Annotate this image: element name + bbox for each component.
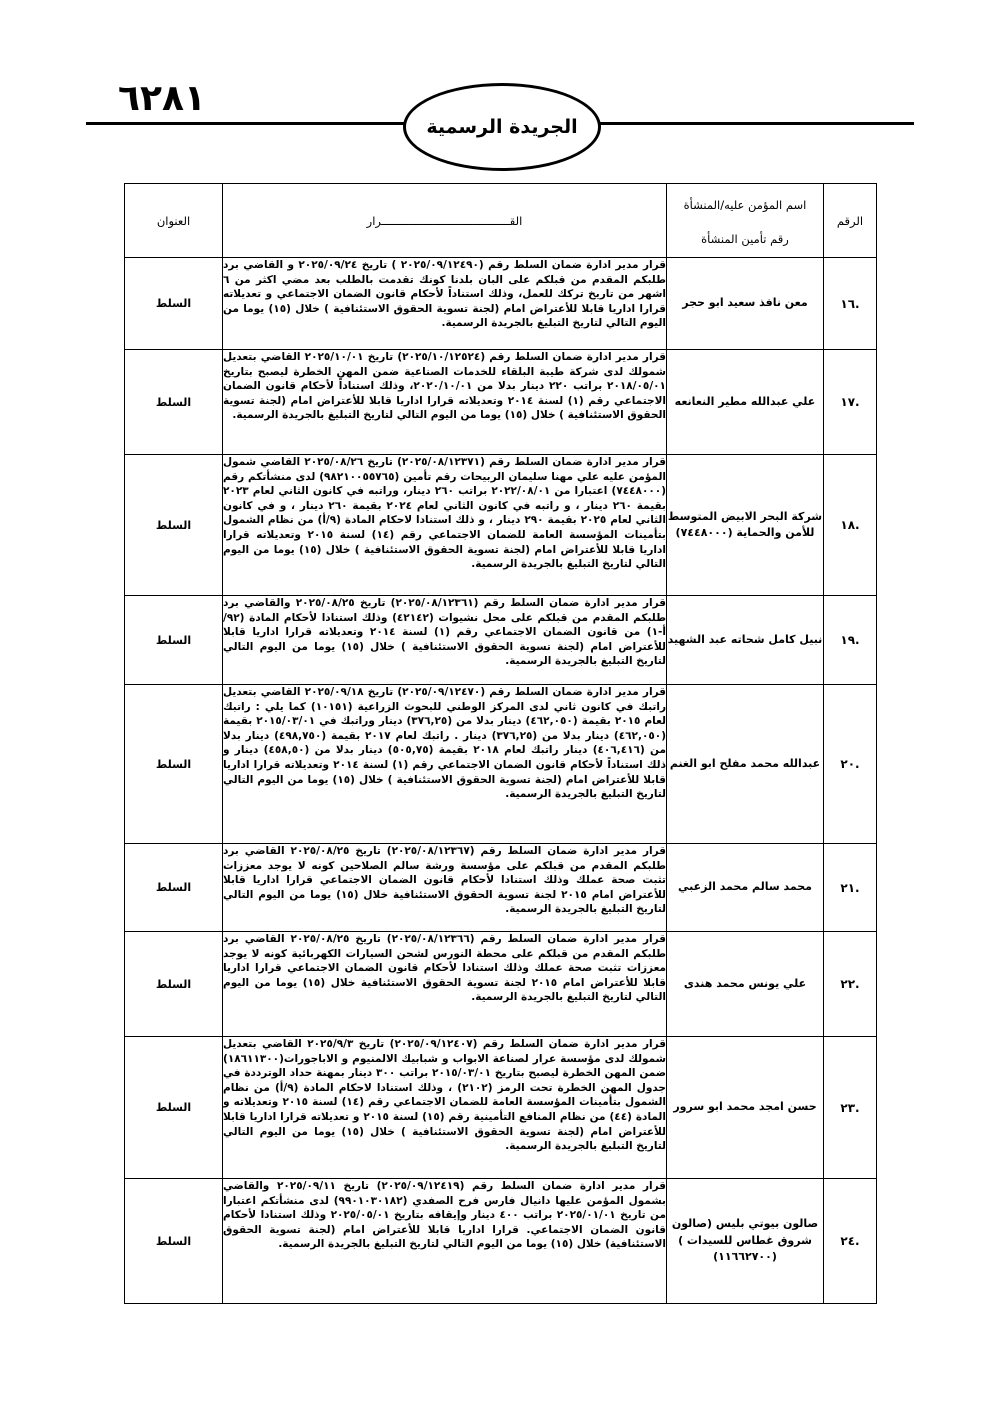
row-name: علي عبدالله مطير النعانعه: [667, 350, 824, 455]
row-name: معن نافذ سعيد ابو حجر: [667, 258, 824, 350]
row-address: السلط: [125, 844, 223, 932]
table-row: [125, 685, 877, 844]
header-name-line2: رقم تأمين المنشأة: [701, 232, 789, 247]
row-decision: قرار مدير ادارة ضمان السلط رقم (٢٠٢٥/٠٨/١٢٣٦١) تاريخ ٢٠٢٥/٠٨/٢٥ والقاضي برد طلبكم المقدم من قبلكم على محل نشيوات (٤٢١٤٢) وذلك استنادا لأحكام المادة (٩٢/أ-١) من قانون الضمان الاجتماعي رقم (١) لسنة ٢٠١٤ وتعديلاته قرارا اداريا قابلا للأعتراض امام (لجنة تسوية الحقوق الاستئنافية ) خلال (١٥) يوما من اليوم التالي لتاريخ التبليغ بالجريدة الرسمية.: [223, 596, 667, 685]
row-address: السلط: [125, 455, 223, 596]
row-decision: قرار مدير ادارة ضمان السلط رقم (٢٠٢٥/١٠/١٢٥٢٤) تاريخ ٢٠٢٥/١٠/٠١ القاضي بتعديل شمولك لدى شركة طيبة البلقاء للخدمات الصناعية ضمن المهن الخطرة ليصبح بتاريخ ٢٠١٨/٠٥/٠١ براتب ٢٢٠ دينار بدلا من ٢٠٢٠/١٠/٠١، وذلك استناداً لأحكام قانون الضمان الاجتماعي رقم (١) لسنة ٢٠١٤ وتعديلاته قرارا اداريا قابلا للأعتراض امام (لجنة تسوية الحقوق الاستئنافية ) خلال (١٥) يوما من اليوم التالي لتاريخ التبليغ بالجريدة الرسمية.: [223, 350, 667, 455]
table-row: [125, 350, 877, 455]
table-row: [125, 844, 877, 932]
table-row: [125, 1179, 877, 1304]
row-number: .١٨: [824, 455, 877, 596]
header-decision: القــــــــــــــــــــــــــــــــــــــرار: [223, 184, 667, 258]
row-address: السلط: [125, 350, 223, 455]
table-row: [125, 455, 877, 596]
row-decision: قرار مدير ادارة ضمان السلط رقم (٢٠٢٥/٠٨/١٢٣٧١) تاريخ ٢٠٢٥/٠٨/٢٦ القاضي شمول المؤمن عليه علي مهنا سليمان الربيحات رقم تأمين (٩٨٢١٠٠٥٥٧٦٥) لدى منشأتكم رقم (٧٤٤٨٠٠٠) اعتبارا من ٢٠٢٢/٠٨/٠١ براتب ٢٦٠ دينار، وراتبه في كانون الثاني لعام ٢٠٢٣ بقيمة ٢٦٠ دينار ، و راتبه في كانون الثاني لعام ٢٠٢٤ بقيمة ٢٦٠ دينار ، و في كانون الثاني لعام ٢٠٢٥ بقيمة ٢٩٠ دينار ، و ذلك استنادا لاحكام المادة (٩/أ) من نظام الشمول بتأمينات المؤسسة العامة للضمان الاجتماعي رقم (١٤) لسنة ٢٠١٥ وتعديلاته قرارا اداريا قابلا للأعتراض امام (لجنة تسوية الحقوق الاستئنافية ) خلال (١٥) يوما من اليوم التالي لتاريخ التبليغ بالجريدة الرسمية.: [223, 455, 667, 596]
row-name: صالون بيوتي بليس (صالون شروق غطاس للسيدات ) (١١٦٦٢٧٠٠): [667, 1179, 824, 1304]
header-name-line1: اسم المؤمن عليه/المنشأة: [683, 198, 807, 212]
table-row: [125, 258, 877, 350]
row-name: علي يونس محمد هندى: [667, 932, 824, 1037]
table-row: [125, 596, 877, 685]
row-decision: قرار مدير ادارة ضمان السلط رقم (٢٠٢٥/٠٨/١٢٣٦٧) تاريخ ٢٠٢٥/٠٨/٢٥ القاضي برد طلبكم المقدم من قبلكم على مؤسسة ورشة سالم الصلاحين كونه لا يوجد معززات تثبت صحة عملك وذلك استنادا لأحكام قانون الضمان الاجتماعي قرارا اداريا قابلا للأعتراض امام ٢٠١٥ لجنة تسوية الحقوق الاستئنافية خلال (١٥) يوما من اليوم التالي لتاريخ التبليغ بالجريدة الرسمية.: [223, 844, 667, 932]
header-address: العنوان: [125, 184, 223, 258]
row-decision: قرار مدير ادارة ضمان السلط رقم (٢٠٢٥/٠٨/١٢٣٦٦) تاريخ ٢٠٢٥/٠٨/٢٥ القاضي برد طلبكم المقدم من قبلكم على محطة النورس لشحن السيارات الكهربائية كونه لا يوجد معززات تثبت صحة عملك وذلك استنادا لأحكام قانون الضمان الاجتماعي قرارا اداريا قابلا للأعتراض امام ٢٠١٥ لجنة تسوية الحقوق الاستئنافية خلال (١٥) يوما من اليوم التالي لتاريخ التبليغ بالجريدة الرسمية.: [223, 932, 667, 1037]
row-number: .٢٢: [824, 932, 877, 1037]
row-decision: قرار مدير ادارة ضمان السلط رقم (٢٠٢٥/٠٩/١٢٤٠٧) تاريخ ٢٠٢٥/٩/٣ القاضي بتعديل شمولك لدى مؤسسة عرار لصناعة الابواب و شبابيك الالمنيوم و الاباجورات(١٨٦١١٣٠٠) ضمن المهن الخطرة ليصبح بتاريخ ٢٠١٥/٠٣/٠١ براتب ٣٠٠ دينار بمهنة حداد الوترددة في جدول المهن الخطرة تحت الرمز (٢١٠٢) ، وذلك استنادا لاحكام المادة (٩/أ) من نظام الشمول بتأمينات المؤسسة العامة للضمان الاجتماعي رقم (١٤) لسنة ٢٠١٥ وتعديلاته و المادة (٤٤) من نظام المنافع التأمينية رقم (١٥) لسنة ٢٠١٥ و تعديلاته قرارا اداريا قابلا للأعتراض امام (لجنة تسوية الحقوق الاستئنافية ) خلال (١٥) يوما من اليوم التالي لتاريخ التبليغ بالجريدة الرسمية.: [223, 1037, 667, 1179]
page-number: ٦٢٨١: [118, 78, 206, 119]
row-name: نبيل كامل شحاته عبد الشهيد: [667, 596, 824, 685]
row-number: .٢٣: [824, 1037, 877, 1179]
row-number: .١٧: [824, 350, 877, 455]
row-number: .١٩: [824, 596, 877, 685]
row-name: شركة البحر الابيض المتوسط للأمن والحماية (٧٤٤٨٠٠٠): [667, 455, 824, 596]
row-name: حسن امجد محمد ابو سرور: [667, 1037, 824, 1179]
row-name: عبدالله محمد مفلح ابو الغنم: [667, 685, 824, 844]
row-number: .٢٤: [824, 1179, 877, 1304]
table-header-row: [125, 184, 877, 258]
table-row: [125, 1037, 877, 1179]
row-number: .١٦: [824, 258, 877, 350]
row-name: محمد سالم محمد الزعبي: [667, 844, 824, 932]
row-decision: قرار مدير ادارة ضمان السلط رقم (٢٠٢٥/٠٩/١٢٤٩٠ ) تاريخ ٢٠٢٥/٠٩/٢٤ و القاضي برد طلبكم المقدم من قبلكم على البان بلدنا كونك تقدمت بالطلب بعد مضي اكثر من ٦ اشهر من تاريخ تركك للعمل، وذلك استناداً لأحكام قانون الضمان الاجتماعي و تعديلاته قرارا اداريا قابلا للأعتراض امام (لجنة تسوية الحقوق الاستئنافية ) خلال (١٥) يوما من اليوم التالي لتاريخ التبليغ بالجريدة الرسمية.: [223, 258, 667, 350]
row-address: السلط: [125, 1179, 223, 1304]
row-decision: قرار مدير ادارة ضمان السلط رقم (٢٠٢٥/٠٩/١٢٤١٩) تاريخ ٢٠٢٥/٠٩/١١ والقاضي بشمول المؤمن عليها دانيال فارس فرح الصفدي (٩٩٠١٠٣٠١٨٢) لدى منشأتكم اعتبارا من تاريخ ٢٠٢٥/٠١/٠١ براتب ٤٠٠ دينار وإيقافه بتاريخ ٢٠٢٥/٠٥/٠١ وذلك استنادا لأحكام قانون الضمان الاجتماعي. قرارا اداريا قابلا للأعتراض امام (لجنة تسوية الحقوق الاستئنافية) خلال (١٥) يوما من اليوم التالي لتاريخ التبليغ بالجريدة الرسمية.: [223, 1179, 667, 1304]
row-address: السلط: [125, 258, 223, 350]
row-address: السلط: [125, 685, 223, 844]
header-number: الرقم: [824, 184, 877, 258]
gazette-masthead: [403, 83, 601, 171]
row-address: السلط: [125, 932, 223, 1037]
table-row: [125, 932, 877, 1037]
masthead-title: الجريدة الرسمية: [426, 116, 578, 138]
row-address: السلط: [125, 596, 223, 685]
row-decision: قرار مدير ادارة ضمان السلط رقم (٢٠٢٥/٠٩/١٢٤٧٠) تاريخ ٢٠٢٥/٠٩/١٨ القاضي بتعديل راتبك في كانون ثاني لدى المركز الوطني للبحوث الزراعية (١٠١٥١) كما يلي : راتبك لعام ٢٠١٥ بقيمة (٤٦٢,٠٥٠) دينار بدلا من (٣٧٦,٢٥) دينار وراتبك في ٢٠١٥/٠٣/٠١ بقيمة (٤٦٢,٠٥٠) دينار بدلا من (٣٧٦,٢٥) دينار . راتبك لعام ٢٠١٧ بقيمة (٤٩٨,٧٥٠) دينار بدلا من (٤٠٦,٤١٦) دينار راتبك لعام ٢٠١٨ بقيمة (٥٠٥,٧٥) دينار بدلا من (٤٥٨,٥٠) دينار و ذلك استناداً لأحكام قانون الضمان الاجتماعي رقم (١) لسنة ٢٠١٤ وتعديلاته قرارا اداريا قابلا للأعتراض امام (لجنة تسوية الحقوق الاستئنافية ) خلال (١٥) يوما من اليوم التالي لتاريخ التبليغ بالجريدة الرسمية.: [223, 685, 667, 844]
row-address: السلط: [125, 1037, 223, 1179]
row-number: .٢١: [824, 844, 877, 932]
row-number: .٢٠: [824, 685, 877, 844]
decisions-table: [124, 183, 877, 1304]
header-name: [667, 184, 824, 258]
